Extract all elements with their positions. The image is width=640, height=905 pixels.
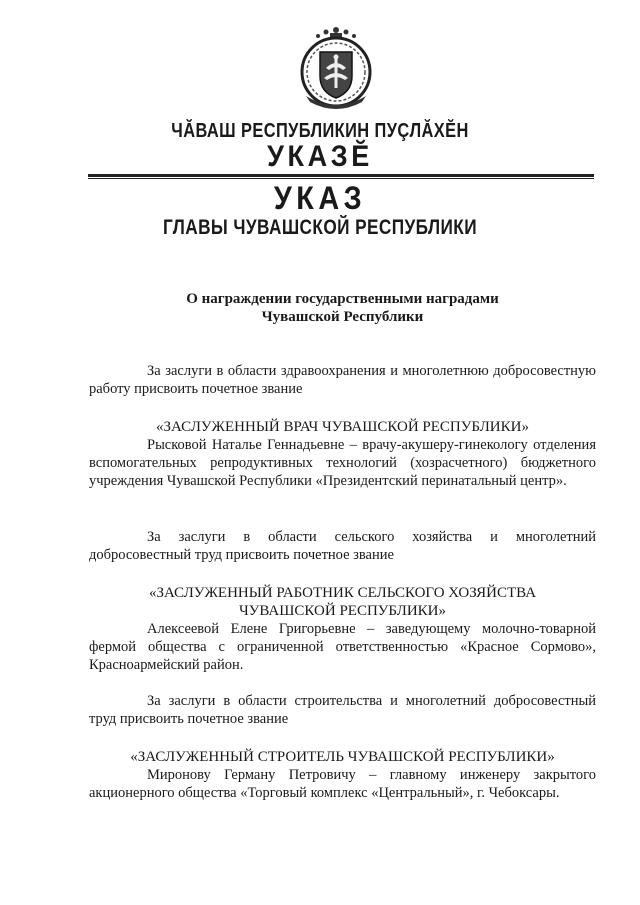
section-2-intro: [89, 528, 596, 564]
section-2-recipient-text: Алексеевой Елене Григорьевне – заведующему молочно-товарной фермой общества с ограниченной ответственностью «Красное Сормово», Красноармейский район.: [89, 621, 596, 673]
section-2-intro-text: За заслуги в области сельского хозяйства и многолетний добросовестный труд присвоить почетное звание: [89, 529, 596, 563]
document-title-line1: О награждении государственными наградами: [186, 291, 499, 307]
section-2-award-title: [89, 584, 596, 620]
section-2-award-title-line2: ЧУВАШСКОЙ РЕСПУБЛИКИ»: [239, 603, 446, 619]
section-1-intro: [89, 362, 596, 398]
chuvash-header-line1: ЧĂВАШ РЕСПУБЛИКИН ПУÇЛĂХĔН: [171, 120, 469, 142]
header-divider-thick: [88, 174, 594, 177]
russian-header-line1: УКАЗ: [273, 180, 367, 216]
section-3-recipient-text: Миронову Герману Петровичу – главному инженеру закрытого акционерного общества «Торговый комплекс «Центральный», г. Чебоксары.: [89, 767, 596, 801]
section-1-recipient: [89, 436, 596, 490]
section-3-award-title-line1: «ЗАСЛУЖЕННЫЙ СТРОИТЕЛЬ ЧУВАШСКОЙ РЕСПУБЛИКИ»: [130, 749, 555, 765]
coat-of-arms-emblem: [296, 24, 376, 110]
chuvash-header-line2: УКАЗĔ: [267, 140, 373, 173]
document-title: [100, 290, 585, 326]
russian-header-line2: ГЛАВЫ ЧУВАШСКОЙ РЕСПУБЛИКИ: [162, 216, 478, 239]
document-title-line2: Чувашской Республики: [261, 309, 424, 325]
section-1-intro-text: За заслуги в области здравоохранения и многолетнюю добросовестную работу присвоить почетное звание: [89, 363, 596, 397]
section-1-recipient-text: Рысковой Наталье Геннадьевне – врачу-акушеру-гинекологу отделения вспомогательных репродуктивных технологий (хозрасчетного) бюджетного учреждения Чувашской Республики «Президентский перинатальный центр».: [89, 437, 596, 489]
header-divider-thin: [88, 178, 594, 179]
section-3-award-title: [89, 748, 596, 766]
section-3-recipient: [89, 766, 596, 802]
section-2-award-title-line1: «ЗАСЛУЖЕННЫЙ РАБОТНИК СЕЛЬСКОГО ХОЗЯЙСТВА: [148, 585, 537, 601]
section-2-recipient: [89, 620, 596, 674]
section-3-intro: [89, 692, 596, 728]
section-1-award-title-line1: «ЗАСЛУЖЕННЫЙ ВРАЧ ЧУВАШСКОЙ РЕСПУБЛИКИ»: [156, 419, 529, 435]
section-3-intro-text: За заслуги в области строительства и многолетний добросовестный труд присвоить почетное звание: [89, 693, 596, 727]
section-1-award-title: [89, 418, 596, 436]
